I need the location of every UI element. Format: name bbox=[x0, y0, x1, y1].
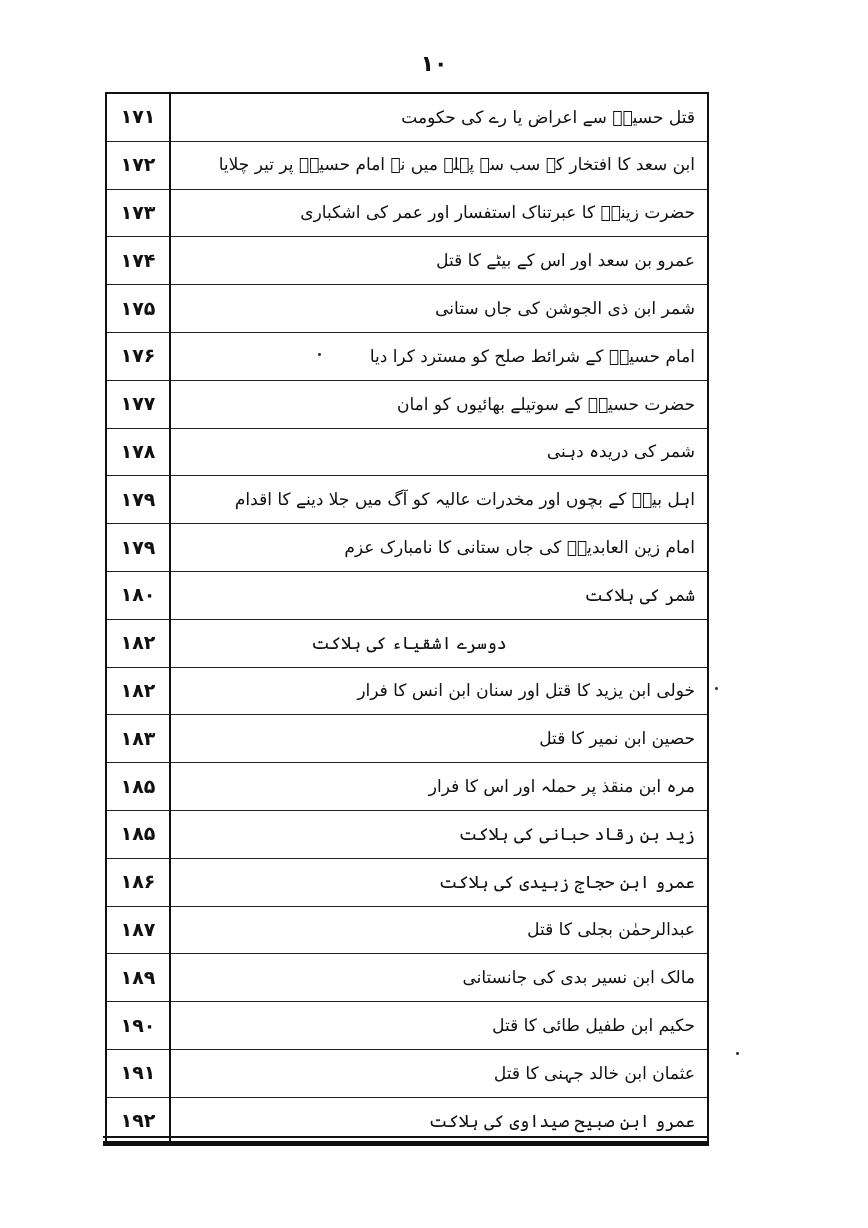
toc-entry-title: حضرت زینبؑ کا عبرتناک استفسار اور عمر کی اشکباری bbox=[300, 202, 695, 223]
toc-row bbox=[107, 429, 707, 477]
toc-row bbox=[107, 190, 707, 238]
toc-page-number: ۱۸۹ bbox=[107, 954, 171, 1001]
toc-row bbox=[107, 1098, 707, 1146]
toc-entry-title: حکیم ابن طفیل طائی کا قتل bbox=[492, 1015, 695, 1036]
toc-entry-title: مالک ابن نسیر بدی کی جانستانی bbox=[462, 967, 695, 988]
toc-row bbox=[107, 907, 707, 955]
toc-entry-title: مرہ ابن منقذ پر حملہ اور اس کا فرار bbox=[428, 777, 695, 798]
toc-entry-title: اہل بیتؑ کے بچوں اور مخدرات عالیہ کو آگ میں جلا دینے کا اقدام bbox=[234, 490, 695, 511]
toc-page-number: ۱۸۶ bbox=[107, 859, 171, 906]
toc-row bbox=[107, 524, 707, 572]
toc-row bbox=[107, 1050, 707, 1098]
toc-page-number: ۱۷۱ bbox=[107, 94, 171, 141]
toc-page-number: ۱۷۶ bbox=[107, 333, 171, 380]
toc-row bbox=[107, 333, 707, 381]
toc-row bbox=[107, 237, 707, 285]
toc-page-number: ۱۷۴ bbox=[107, 237, 171, 284]
toc-page-number: ۱۷۳ bbox=[107, 190, 171, 237]
toc-entry-title: قتل حسینؑ سے اعراض یا رے کی حکومت bbox=[401, 107, 695, 128]
page-number: ۱۰ bbox=[420, 52, 448, 77]
toc-row bbox=[107, 811, 707, 859]
toc-page-number: ۱۸۲ bbox=[107, 620, 171, 667]
toc-row bbox=[107, 285, 707, 333]
bottom-rule bbox=[103, 1141, 707, 1146]
toc-row bbox=[107, 1002, 707, 1050]
table-of-contents bbox=[105, 92, 709, 1146]
toc-page-number: ۱۷۹ bbox=[107, 524, 171, 571]
toc-page-number: ۱۷۸ bbox=[107, 429, 171, 476]
toc-row bbox=[107, 572, 707, 620]
scan-speck bbox=[715, 687, 718, 690]
scan-speck bbox=[318, 353, 321, 356]
toc-row bbox=[107, 715, 707, 763]
toc-row bbox=[107, 954, 707, 1002]
toc-page-number: ۱۸۲ bbox=[107, 668, 171, 715]
toc-entry-title: شمر ابن ذی الجوشن کی جاں ستانی bbox=[435, 298, 695, 319]
toc-page-number: ۱۸۳ bbox=[107, 715, 171, 762]
toc-page-number: ۱۷۲ bbox=[107, 142, 171, 189]
toc-entry-title: شمر کی دریدہ دہنی bbox=[546, 442, 695, 463]
toc-page-number: ۱۹۲ bbox=[107, 1098, 171, 1145]
toc-entry-title: ابن سعد کا افتخار کہ سب سے پہلے میں نے امام حسینؑ پر تیر چلایا bbox=[218, 155, 695, 176]
toc-row bbox=[107, 763, 707, 811]
toc-entry-title: عمرو ابن حجاج زبیدی کی ہلاکت bbox=[438, 872, 695, 893]
toc-entry-title: امام حسینؑ کے شرائط صلح کو مسترد کرا دیا bbox=[369, 346, 695, 367]
toc-row bbox=[107, 381, 707, 429]
toc-page-number: ۱۷۹ bbox=[107, 476, 171, 523]
toc-page-number: ۱۸۵ bbox=[107, 811, 171, 858]
toc-row bbox=[107, 859, 707, 907]
toc-entry-title: امام زین العابدینؑ کی جاں ستانی کا نامبارک عزم bbox=[344, 537, 695, 558]
bottom-rule-thin bbox=[103, 1136, 707, 1138]
toc-row bbox=[107, 94, 707, 142]
toc-page-number: ۱۹۰ bbox=[107, 1002, 171, 1049]
toc-page-number: ۱۹۱ bbox=[107, 1050, 171, 1097]
toc-row bbox=[107, 142, 707, 190]
toc-entry-title: عثمان ابن خالد جہنی کا قتل bbox=[493, 1063, 695, 1084]
toc-page-number: ۱۸۷ bbox=[107, 907, 171, 954]
toc-entry-title: حصین ابن نمیر کا قتل bbox=[539, 728, 695, 749]
toc-page-number: ۱۸۵ bbox=[107, 763, 171, 810]
toc-row bbox=[107, 620, 707, 668]
toc-row bbox=[107, 668, 707, 716]
toc-page-number: ۱۸۰ bbox=[107, 572, 171, 619]
toc-page-number: ۱۷۷ bbox=[107, 381, 171, 428]
toc-entry-title: عمرو ابن صبیح صیداوی کی ہلاکت bbox=[428, 1111, 695, 1132]
scan-speck bbox=[736, 1052, 739, 1055]
toc-entry-title: شمر کی ہلاکت bbox=[584, 585, 695, 606]
toc-entry-title: عمرو بن سعد اور اس کے بیٹے کا قتل bbox=[436, 251, 695, 272]
toc-entry-title: حضرت حسینؑ کے سوتیلے بھائیوں کو امان bbox=[396, 394, 695, 415]
toc-entry-title: عبدالرحمٰن بجلی کا قتل bbox=[527, 919, 695, 940]
toc-entry-title: خولی ابن یزید کا قتل اور سنان ابن انس کا فرار bbox=[357, 680, 695, 701]
toc-row bbox=[107, 476, 707, 524]
toc-entry-title: دوسرے اشقیاء کی ہلاکت bbox=[311, 633, 507, 654]
toc-page-number: ۱۷۵ bbox=[107, 285, 171, 332]
toc-entry-title: زید بن رقاد حبانی کی ہلاکت bbox=[458, 824, 695, 845]
